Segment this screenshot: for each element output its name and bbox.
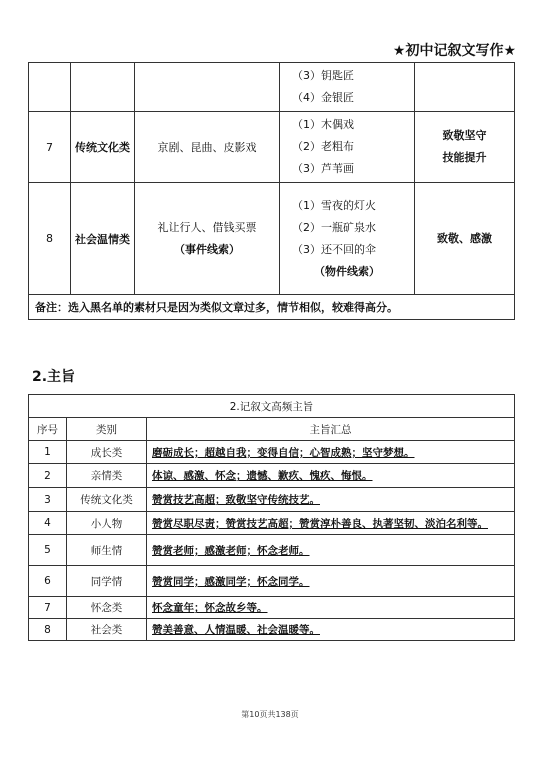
row-number: 5 xyxy=(29,535,67,566)
theme-summary-cell xyxy=(147,464,515,488)
row-number: 3 xyxy=(29,488,67,512)
category-cell: 传统文化类 xyxy=(71,112,135,183)
category-cell: 师生情 xyxy=(67,535,147,566)
row-number: 8 xyxy=(29,619,67,641)
column-header: 主旨汇总 xyxy=(147,418,515,441)
list-item: （4）金银匠 xyxy=(292,91,354,104)
list-item: （3）还不回的伞 xyxy=(292,242,376,256)
theme-summary: 磨砺成长；超越自我；变得自信；心智成熟；坚守梦想。 xyxy=(152,446,415,459)
table-row xyxy=(29,183,515,295)
list-item: （1）雪夜的灯火 xyxy=(292,198,376,212)
list-item: （2）老粗布 xyxy=(292,140,354,153)
theme-cell xyxy=(415,112,515,183)
items-cell xyxy=(280,63,415,112)
theme-summary-cell xyxy=(147,597,515,619)
theme-summary-cell xyxy=(147,566,515,597)
category-cell: 同学情 xyxy=(67,566,147,597)
theme-summary: 赞赏老师；感激老师；怀念老师。 xyxy=(152,544,310,557)
category-cell: 亲情类 xyxy=(67,464,147,488)
table-row xyxy=(29,597,515,619)
theme-summary-cell xyxy=(147,488,515,512)
examples-clue-label: （事件线索） xyxy=(174,242,240,256)
material-table xyxy=(28,62,515,320)
row-number: 4 xyxy=(29,512,67,535)
theme-summary: 赞赏尽职尽责；赞赏技艺高超；赞赏淳朴善良、执著坚韧、淡泊名利等。 xyxy=(152,517,488,530)
table-row xyxy=(29,112,515,183)
theme-summary-cell xyxy=(147,619,515,641)
section-title: 2.主旨 xyxy=(32,369,76,385)
list-item: （1）木偶戏 xyxy=(292,118,354,131)
category-cell: 传统文化类 xyxy=(67,488,147,512)
list-item: （2）一瓶矿泉水 xyxy=(292,220,376,234)
page-number: 第10页共138页 xyxy=(241,710,299,719)
table-row xyxy=(29,566,515,597)
theme-summary: 赞赏同学；感激同学；怀念同学。 xyxy=(152,575,310,588)
table-row xyxy=(29,441,515,464)
table-note-row xyxy=(29,295,515,320)
row-number: 6 xyxy=(29,566,67,597)
theme-line: 致敬坚守 xyxy=(442,129,487,142)
category-cell: 小人物 xyxy=(67,512,147,535)
table-row xyxy=(29,535,515,566)
theme-table xyxy=(28,394,515,641)
examples-cell: 京剧、昆曲、皮影戏 xyxy=(135,112,280,183)
table-note: 备注：选入黑名单的素材只是因为类似文章过多，情节相似，较难得高分。 xyxy=(29,295,515,320)
theme-summary: 怀念童年；怀念故乡等。 xyxy=(152,602,268,614)
theme-summary-cell xyxy=(147,535,515,566)
theme-cell: 致敬、感激 xyxy=(415,183,515,295)
row-number: 7 xyxy=(29,112,71,183)
list-item: （3）芦苇画 xyxy=(292,162,354,175)
column-header: 类别 xyxy=(67,418,147,441)
list-item: （3）钥匙匠 xyxy=(292,69,354,82)
items-clue-label: （物件线索） xyxy=(314,264,380,278)
items-cell xyxy=(280,112,415,183)
category-cell: 成长类 xyxy=(67,441,147,464)
row-number: 7 xyxy=(29,597,67,619)
table-row xyxy=(29,512,515,535)
row-number: 8 xyxy=(29,183,71,295)
row-number: 2 xyxy=(29,464,67,488)
column-header: 序号 xyxy=(29,418,67,441)
examples-cell xyxy=(135,183,280,295)
theme-summary: 赞美善意、人情温暖、社会温暖等。 xyxy=(152,624,320,636)
examples-text: 礼让行人、借钱买票 xyxy=(157,220,257,234)
row-number: 1 xyxy=(29,441,67,464)
category-cell: 怀念类 xyxy=(67,597,147,619)
items-cell xyxy=(280,183,415,295)
table-caption: 2.记叙文高频主旨 xyxy=(29,395,515,418)
category-cell: 社会温情类 xyxy=(71,183,135,295)
document-header-title: ★初中记叙文写作★ xyxy=(392,43,516,59)
table-row xyxy=(29,63,515,112)
table-row xyxy=(29,464,515,488)
theme-summary: 赞赏技艺高超；致敬坚守传统技艺。 xyxy=(152,494,320,506)
table-row xyxy=(29,488,515,512)
category-cell: 社会类 xyxy=(67,619,147,641)
theme-summary-cell xyxy=(147,512,515,535)
theme-summary-cell xyxy=(147,441,515,464)
theme-summary: 体谅、感激、怀念；遗憾、歉疚、愧疚、悔恨。 xyxy=(152,470,373,482)
table-row xyxy=(29,619,515,641)
theme-line: 技能提升 xyxy=(442,151,487,164)
